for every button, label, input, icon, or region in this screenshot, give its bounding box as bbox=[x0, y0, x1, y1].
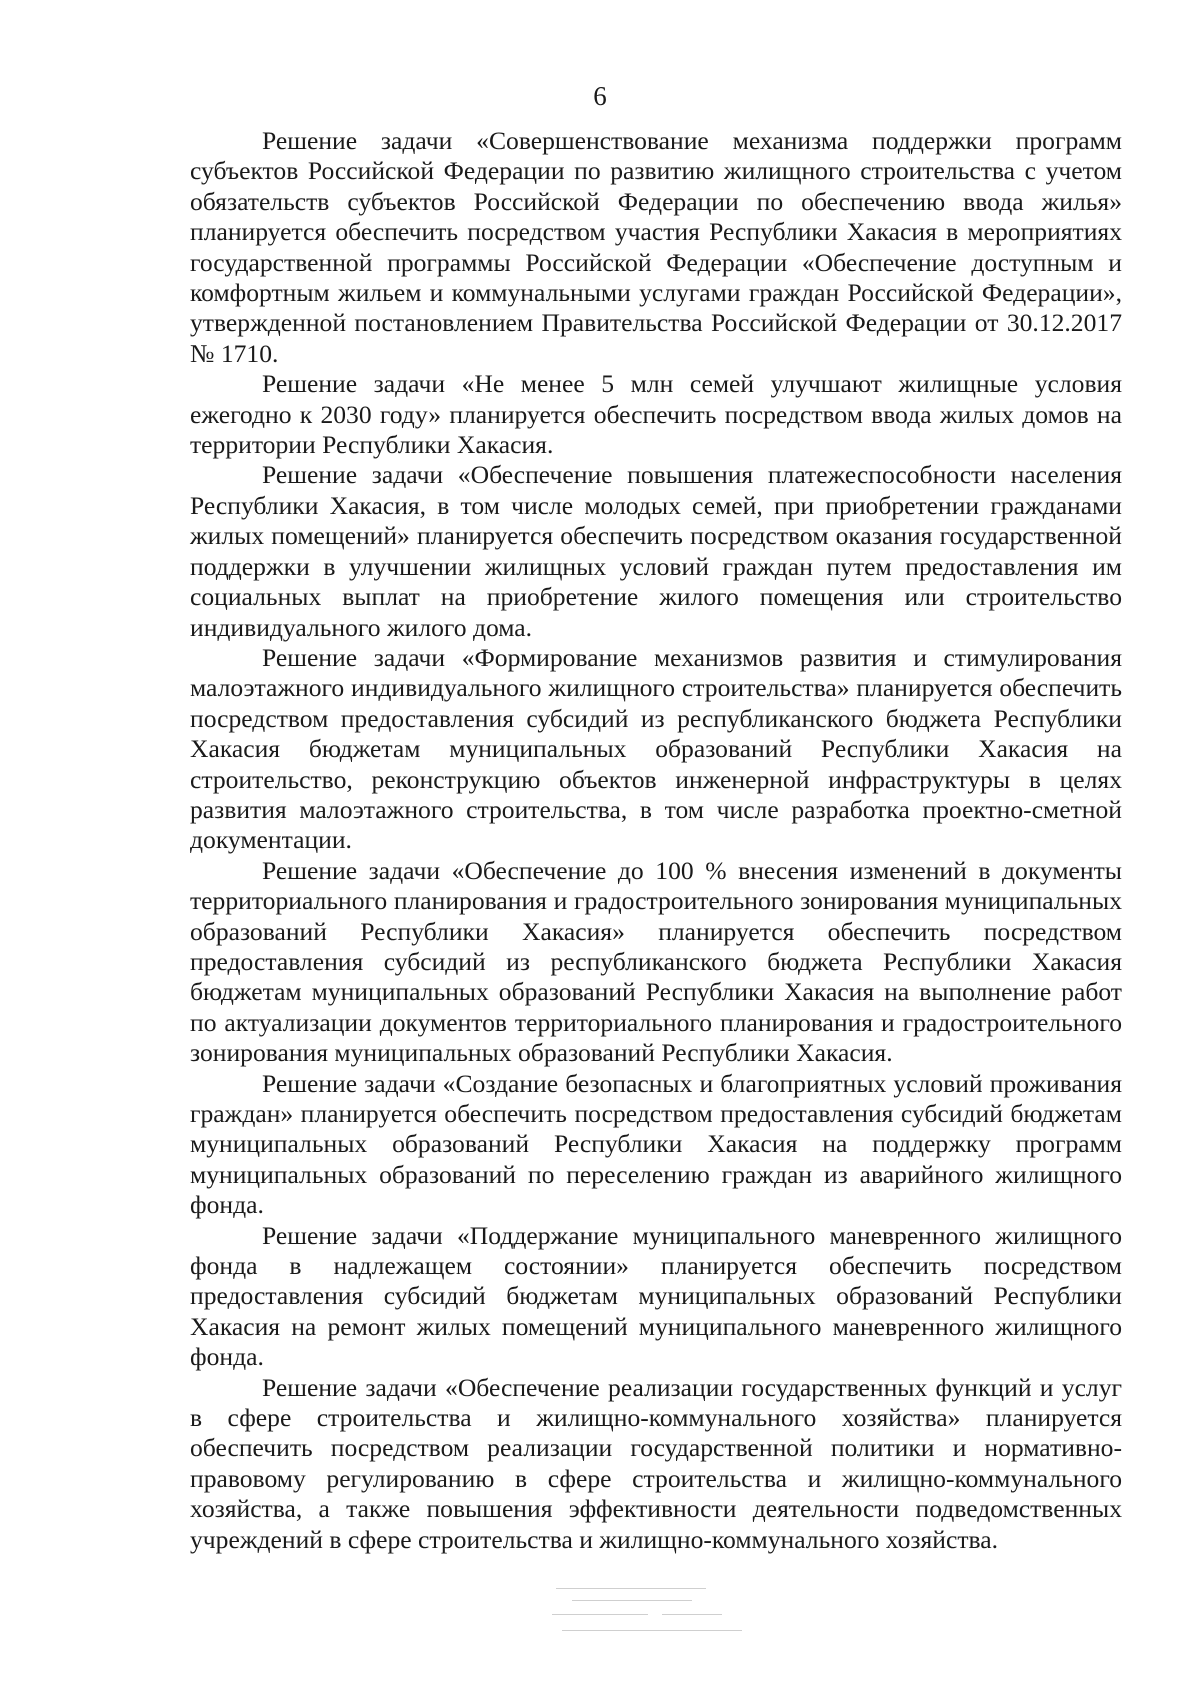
paragraph-solvency: Решение задачи «Обеспечение повышения платежеспособности населения Республики Хакасия, в том числе молодых семей, при приобретении гражданами жилых помещений» планируется обеспечить посредством оказания государственной поддержки в улучшении жилищных условий граждан путем предоставления им социальных выплат на приобретение жилого помещения или строительство индивидуального жилого дома. bbox=[190, 460, 1122, 642]
paragraph-territorial-planning: Решение задачи «Обеспечение до 100 % внесения изменений в документы территориального планирования и градостроительного зонирования муниципальных образований Республики Хакасия» планируется обеспечить посредством предоставления субсидий из республиканского бюджета Республики Хакасия бюджетам муниципальных образований Республики Хакасия на выполнение работ по актуализации документов территориального планирования и градостроительного зонирования муниципальных образований Республики Хакасия. bbox=[190, 855, 1122, 1068]
paragraph-housing-programs: Решение задачи «Совершенствование механизма поддержки программ субъектов Российской Федерации по развитию жилищного строительства с учетом обязательств субъектов Российской Федерации по обеспечению ввода жилья» планируется обеспечить посредством участия Республики Хакасия в мероприятиях государственной программы Российской Федерации «Обеспечение доступным и комфортным жильем и коммунальными услугами граждан Российской Федерации», утвержденной постановлением Правительства Российской Федерации от 30.12.2017 № 1710. bbox=[190, 126, 1122, 368]
paragraph-state-functions: Решение задачи «Обеспечение реализации государственных функций и услуг в сфере строительства и жилищно-коммунального хозяйства» планируется обеспечить посредством реализации государственной политики и нормативно-правовому регулированию в сфере строительства и жилищно-коммунального хозяйства, а также повышения эффективности деятельности подведомственных учреждений в сфере строительства и жилищно-коммунального хозяйства. bbox=[190, 1372, 1122, 1554]
scan-noise-mark bbox=[552, 1582, 762, 1642]
paragraph-maneuverable-fund: Решение задачи «Поддержание муниципального маневренного жилищного фонда в надлежащем состоянии» планируется обеспечить посредством предоставления субсидий бюджетам муниципальных образований Республики Хакасия на ремонт жилых помещений муниципального маневренного жилищного фонда. bbox=[190, 1220, 1122, 1372]
document-body bbox=[190, 126, 1122, 1555]
page-number: 6 bbox=[593, 81, 607, 111]
paragraph-families-housing: Решение задачи «Не менее 5 млн семей улучшают жилищные условия ежегодно к 2030 году» планируется обеспечить посредством ввода жилых домов на территории Республики Хакасия. bbox=[190, 369, 1122, 460]
paragraph-low-rise-construction: Решение задачи «Формирование механизмов развития и стимулирования малоэтажного индивидуального жилищного строительства» планируется обеспечить посредством предоставления субсидий из республиканского бюджета Республики Хакасия бюджетам муниципальных образований Республики Хакасия на строительство, реконструкцию объектов инженерной инфраструктуры в целях развития малоэтажного строительства, в том числе разработка проектно-сметной документации. bbox=[190, 642, 1122, 855]
paragraph-resettlement: Решение задачи «Создание безопасных и благоприятных условий проживания граждан» планируется обеспечить посредством предоставления субсидий бюджетам муниципальных образований Республики Хакасия на поддержку программ муниципальных образований по переселению граждан из аварийного жилищного фонда. bbox=[190, 1068, 1122, 1220]
